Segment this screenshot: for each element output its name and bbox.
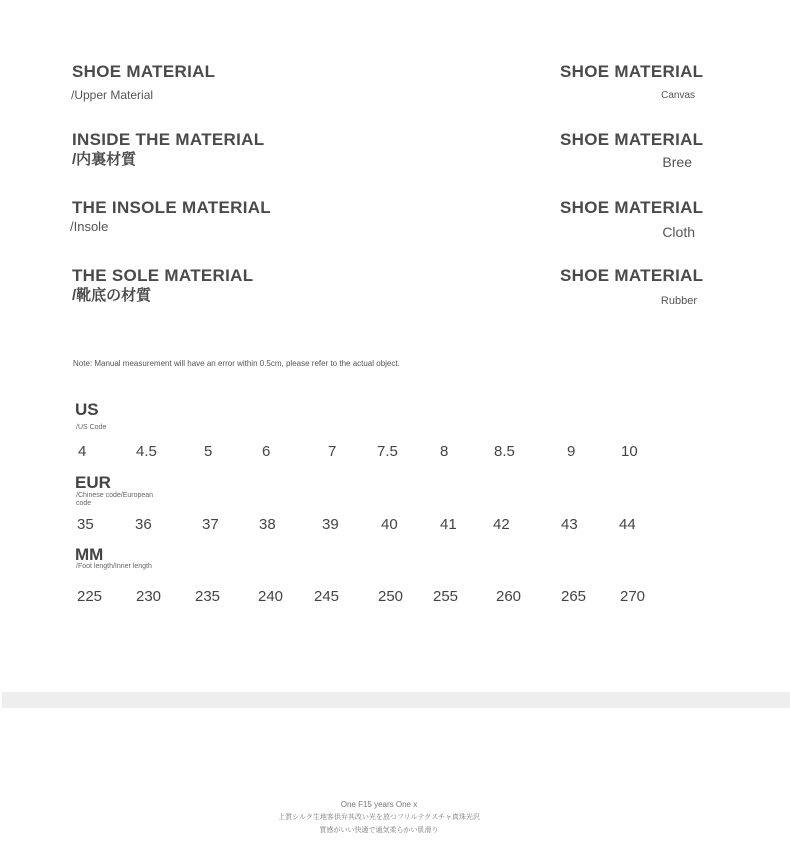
us-size-cell: 8 bbox=[440, 443, 449, 460]
material-value: Cloth bbox=[662, 224, 695, 240]
footer-line-1: One F15 years One x bbox=[340, 800, 418, 809]
material-right-title: SHOE MATERIAL bbox=[560, 198, 704, 217]
eur-size-cell: 36 bbox=[135, 516, 152, 533]
eur-size-cell: 38 bbox=[259, 516, 276, 533]
section-divider-band bbox=[2, 692, 790, 708]
us-size-cell: 5 bbox=[204, 443, 213, 460]
eur-size-cell: 40 bbox=[381, 516, 398, 533]
mm-size-cell: 230 bbox=[136, 588, 162, 605]
us-size-cell: 6 bbox=[262, 443, 271, 460]
material-subtitle: /靴底の材質 bbox=[72, 287, 152, 304]
eur-size-label: EUR bbox=[75, 473, 111, 492]
mm-size-cell: 265 bbox=[561, 588, 587, 605]
material-title: THE SOLE MATERIAL bbox=[72, 266, 254, 285]
mm-size-cell: 260 bbox=[496, 588, 522, 605]
footer-line-2: 上質シルク生地客供弁其改い光を放つフリルテクスチャ真珠光沢 bbox=[278, 813, 480, 821]
eur-size-sublabel: /Chinese code/European code bbox=[76, 492, 154, 507]
mm-size-cell: 270 bbox=[620, 588, 646, 605]
eur-size-cell: 41 bbox=[440, 516, 457, 533]
material-subtitle: /内裏材質 bbox=[72, 151, 137, 168]
us-size-sublabel: /US Code bbox=[76, 424, 107, 431]
eur-size-cell: 44 bbox=[619, 516, 636, 533]
eur-size-cell: 42 bbox=[493, 516, 510, 533]
mm-size-cell: 250 bbox=[378, 588, 404, 605]
material-subtitle: /Upper Material bbox=[71, 88, 154, 102]
material-right-title: SHOE MATERIAL bbox=[560, 62, 704, 81]
material-right-title: SHOE MATERIAL bbox=[560, 130, 704, 149]
eur-size-cell: 43 bbox=[561, 516, 578, 533]
material-value: Bree bbox=[662, 154, 692, 170]
mm-size-cell: 235 bbox=[195, 588, 221, 605]
material-title: THE INSOLE MATERIAL bbox=[72, 198, 271, 217]
material-right-title: SHOE MATERIAL bbox=[560, 266, 704, 285]
footer-line-3: 質感がいい快適で通気柔らかい肌滑り bbox=[319, 826, 439, 834]
material-value: Rubber bbox=[660, 295, 697, 307]
material-value: Canvas bbox=[661, 90, 695, 101]
eur-size-cell: 39 bbox=[322, 516, 339, 533]
eur-size-cell: 35 bbox=[77, 516, 94, 533]
eur-size-row bbox=[0, 516, 790, 536]
material-subtitle: /Insole bbox=[70, 219, 109, 234]
mm-size-cell: 245 bbox=[314, 588, 340, 605]
us-size-cell: 7.5 bbox=[377, 443, 398, 460]
material-title: INSIDE THE MATERIAL bbox=[72, 130, 265, 149]
us-size-cell: 4.5 bbox=[136, 443, 157, 460]
measurement-note: Note: Manual measurement will have an error within 0.5cm, please refer to the actual object. bbox=[73, 359, 400, 368]
us-size-row bbox=[0, 443, 790, 463]
us-size-cell: 10 bbox=[621, 443, 638, 460]
mm-size-cell: 240 bbox=[258, 588, 284, 605]
material-title: SHOE MATERIAL bbox=[72, 62, 216, 81]
us-size-cell: 7 bbox=[328, 443, 337, 460]
mm-size-cell: 255 bbox=[433, 588, 459, 605]
us-size-cell: 4 bbox=[78, 443, 87, 460]
us-size-cell: 8.5 bbox=[494, 443, 515, 460]
mm-size-label: MM bbox=[75, 545, 104, 564]
mm-size-cell: 225 bbox=[77, 588, 103, 605]
mm-size-row bbox=[0, 588, 790, 608]
eur-size-cell: 37 bbox=[202, 516, 219, 533]
us-size-cell: 9 bbox=[567, 443, 576, 460]
mm-size-sublabel: /Foot length/Inner length bbox=[76, 563, 152, 570]
us-size-label: US bbox=[75, 400, 99, 419]
